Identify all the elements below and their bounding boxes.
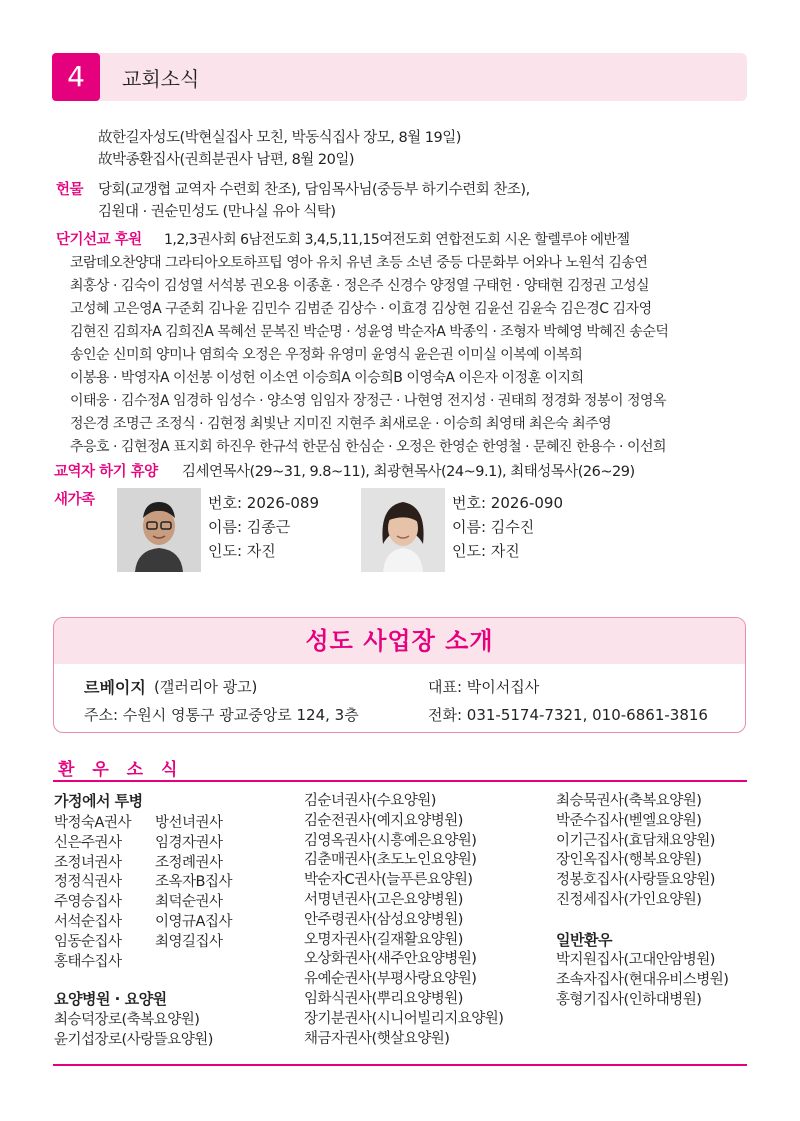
patient-item: 김순전권사(예지요양병원) [304, 812, 463, 829]
patient-item: 이기근집사(효담채요양원) [556, 832, 715, 849]
person-photo-icon [361, 488, 445, 572]
member-info [452, 491, 563, 563]
condolence-line: 故박종환집사(권희분권사 남편, 8월 20일) [98, 152, 355, 168]
patient-item: 김영옥권사(시흥예은요양원) [304, 832, 477, 849]
patient-item: 홍형기집사(인하대병원) [556, 991, 702, 1008]
patient-item: 이영규A집사 [155, 913, 232, 930]
home-list-2 [155, 814, 232, 953]
person-photo-icon [117, 488, 201, 572]
patient-item: 박지원집사(고대안암병원) [556, 952, 715, 968]
business-name: 르베이지 [84, 678, 146, 697]
vacation-label: 교역자 하기 휴양 [54, 464, 158, 480]
patient-item: 박준수집사(벧엘요양원) [556, 812, 702, 829]
section-number: 4 [52, 53, 100, 101]
middle-list [304, 792, 503, 1049]
patient-item: 주영승집사 [54, 894, 122, 911]
hospital-title: 요양병원 · 요양원 [54, 990, 167, 1008]
patient-item: 최덕순권사 [155, 894, 223, 911]
patient-item: 오상화권사(새주안요양병원) [304, 951, 477, 968]
patient-item: 오명자권사(길재활요양원) [304, 931, 463, 948]
patient-item: 윤기섭장로(사랑뜰요양원) [54, 1031, 213, 1048]
patient-item: 임화식권사(뿌리요양병원) [304, 990, 463, 1007]
patient-item: 최승묵권사(축복요양원) [556, 793, 702, 809]
member-guide: 인도: 자진 [452, 542, 520, 560]
business-title: 성도 사업장 소개 [305, 627, 494, 655]
patient-item: 조옥자B집사 [155, 874, 232, 891]
section-title: 교회소식 [122, 67, 200, 91]
business-address: 주소: 수원시 영통구 광교중앙로 124, 3층 [84, 706, 359, 724]
patient-item: 정정식권사 [54, 874, 122, 891]
mission-label: 단기선교 후원 [56, 232, 142, 248]
member-name: 이름: 김수진 [452, 518, 535, 536]
patient-item: 신은주권사 [54, 834, 122, 851]
mission-line: 이태웅 · 김수정A 임경하 임성수 · 양소영 임임자 장정근 · 나현영 전지성 · 권태희 정경화 정봉이 정영옥 [70, 393, 667, 409]
general-title: 일반환우 [556, 931, 612, 949]
patient-item: 유예순권사(부평사랑요양원) [304, 971, 477, 988]
mission-line: 김현진 김희자A 김희진A 목혜선 문복진 박순명 · 성윤영 박순자A 박종익 · 조형자 박혜영 박혜진 송순덕 [70, 324, 669, 340]
new-family-label: 새가족 [54, 492, 95, 508]
member-number: 번호: 2026-090 [452, 494, 564, 512]
patient-item: 김순녀권사(수요양원) [304, 793, 436, 809]
patient-item: 조정녀권사 [54, 854, 122, 871]
patient-item: 채금자권사(햇살요양원) [304, 1030, 450, 1047]
mission-line: 고성혜 고은영A 구준회 김나윤 김민수 김범준 김상수 · 이효경 김상현 김윤선 김윤숙 김은경C 김자영 [70, 301, 652, 317]
right-list [556, 792, 715, 911]
general-list [556, 951, 728, 1010]
mission-line: 송인순 신미희 양미나 염희숙 오정은 우정화 유영미 윤영식 윤은권 이미실 이복예 이복희 [70, 347, 583, 363]
member-info [208, 491, 319, 563]
home-list-1 [54, 814, 131, 972]
member-number: 번호: 2026-089 [208, 494, 320, 512]
patient-item: 조정례권사 [155, 854, 223, 871]
patient-item: 서명년권사(고은요양병원) [304, 891, 463, 908]
home-title [54, 792, 143, 812]
patient-item: 정봉호집사(사랑뜰요양원) [556, 872, 715, 889]
patient-item: 임동순집사 [54, 933, 122, 950]
member-guide: 인도: 자진 [208, 542, 276, 560]
divider [53, 1064, 747, 1066]
business-owner: 대표: 박이서집사 [428, 678, 540, 696]
divider [53, 780, 747, 782]
patient-item: 조속자집사(현대유비스병원) [556, 971, 729, 988]
member-photo [117, 488, 201, 572]
patient-item: 진정세집사(가인요양원) [556, 891, 702, 908]
business-box [53, 617, 746, 733]
patient-item: 서석순집사 [54, 913, 122, 930]
condolence-line: 故한길자성도(박현실집사 모친, 박동식집사 장모, 8월 19일) [98, 130, 461, 146]
patient-item: 최승덕장로(축복요양원) [54, 1012, 200, 1028]
hospital-list [54, 1011, 213, 1051]
vacation-text: 김세연목사(29~31, 9.8~11), 최광현목사(24~9.1), 최태성목사(26~29) [182, 464, 635, 480]
visits-title: 환 우 소 식 [58, 760, 184, 780]
patient-item: 최영길집사 [155, 933, 223, 950]
business-category: (갤러리아 광고) [154, 678, 258, 696]
patient-item: 임경자권사 [155, 834, 223, 851]
section-header [52, 53, 747, 101]
patient-item: 박정숙A권사 [54, 815, 131, 831]
hospital-section [54, 990, 167, 1010]
patient-item: 장인옥집사(행복요양원) [556, 852, 702, 869]
offering-label: 헌물 [56, 182, 84, 198]
offering-line: 김원대 · 권순민성도 (만나실 유아 식탁) [98, 204, 336, 220]
mission-line: 최홍상 · 김숙이 김성열 서석봉 권오용 이종훈 · 정은주 신경수 양정열 구태헌 · 양태현 김정권 고성실 [70, 278, 650, 294]
patient-item: 장기분권사(시니어빌리지요양원) [304, 1010, 504, 1027]
patient-item: 안주령권사(삼성요양병원) [304, 911, 463, 928]
offering-line: 당회(교갱협 교역자 수련회 찬조), 담임목사님(중등부 하기수련회 찬조), [98, 182, 530, 198]
business-phone: 전화: 031-5174-7321, 010-6861-3816 [428, 706, 708, 724]
mission-line: 이봉용 · 박영자A 이선봉 이성헌 이소연 이승희A 이승희B 이영숙A 이은자 이정훈 이지희 [70, 370, 584, 386]
patient-item: 박순자C권사(늘푸른요양원) [304, 872, 473, 889]
general-section [556, 931, 612, 951]
mission-line: 추응호 · 김현정A 표지회 하진우 한규석 한문심 한심순 · 오정은 한영순 한영철 · 문혜진 한용수 · 이선희 [70, 439, 667, 455]
mission-line: 코람데오찬양대 그라티아오토하프팁 영아 유치 유년 초등 소년 중등 다문화부 어와나 노원석 김송연 [70, 255, 648, 271]
patient-item: 김춘매권사(초도노인요양원) [304, 852, 477, 869]
patient-item: 홍태수집사 [54, 953, 122, 970]
member-photo [361, 488, 445, 572]
mission-line: 정은경 조명근 조정식 · 김현정 최빛난 지미진 지현주 최새로운 · 이승희 최영태 최은숙 최주영 [70, 416, 612, 432]
member-name: 이름: 김종근 [208, 518, 291, 536]
mission-first-line: 1,2,3권사회 6남전도회 3,4,5,11,15여전도회 연합전도회 시온 할렐루야 에반젤 [164, 232, 630, 248]
home-title-text: 가정에서 투병 [54, 792, 143, 810]
patient-item: 방선녀권사 [155, 815, 223, 831]
